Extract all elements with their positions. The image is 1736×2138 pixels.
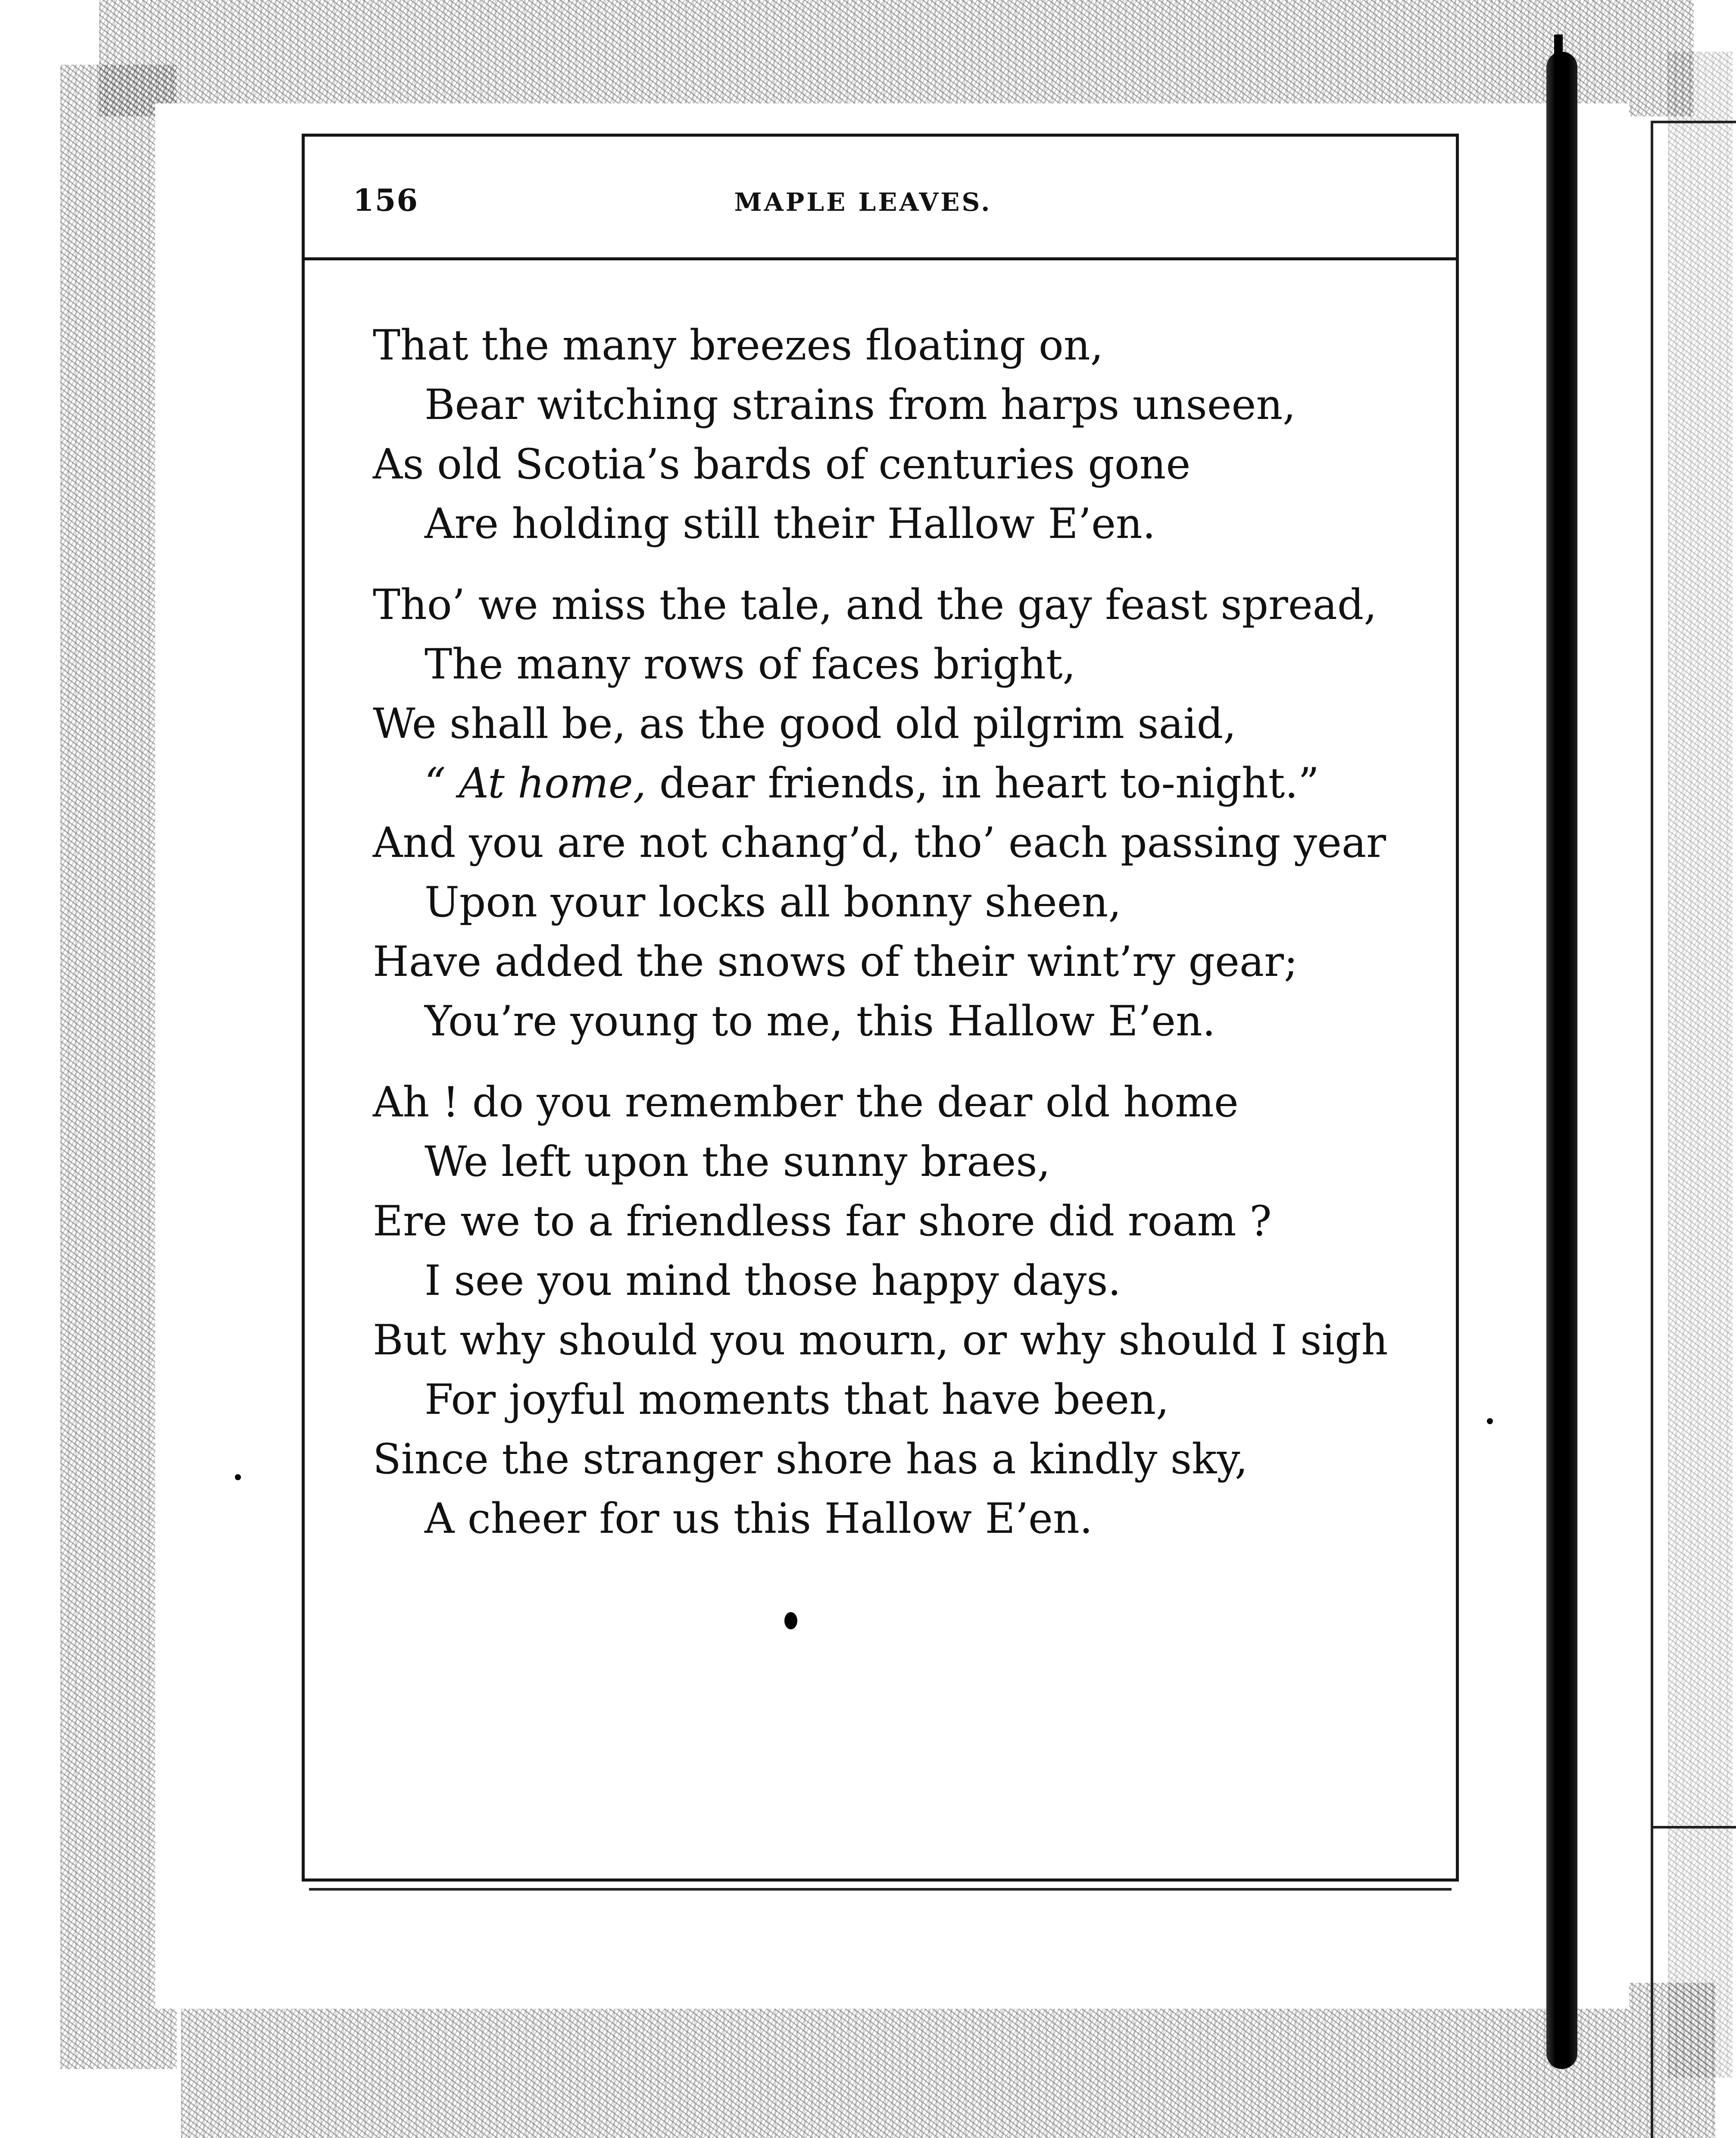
page-header <box>305 137 1456 260</box>
ink-speck <box>784 1612 797 1629</box>
page-number: 156 <box>353 182 419 218</box>
poem-line: Ere we to a friendless far shore did roam ? <box>373 1197 1272 1245</box>
poem-line: A cheer for us this Hallow E’en. <box>425 1494 1093 1543</box>
scan-noise-top <box>99 0 1694 116</box>
poem-line: Tho’ we miss the tale, and the gay feast spread, <box>373 581 1377 629</box>
poem-line: That the many breezes floating on, <box>373 321 1104 369</box>
stanza <box>373 575 1442 1051</box>
poem-line: Have added the snows of their wint’ry gear; <box>373 938 1298 986</box>
poem <box>373 316 1442 1570</box>
poem-line: For joyful moments that have been, <box>425 1375 1169 1424</box>
poem-line: And you are not chang’d, tho’ each passing year <box>373 819 1386 867</box>
poem-line: Are holding still their Hallow E’en. <box>425 500 1156 548</box>
poem-line-italic: “ At home, <box>425 759 646 807</box>
poem-line: We shall be, as the good old pilgrim said, <box>373 700 1236 748</box>
poem-line: Bear witching strains from harps unseen, <box>425 381 1296 429</box>
ink-speck <box>235 1474 241 1480</box>
facing-page-edge <box>1651 121 1736 2138</box>
poem-line: As old Scotia’s bards of centuries gone <box>373 440 1191 488</box>
book-gutter <box>1546 52 1577 2069</box>
poem-line-rest: dear friends, in heart to-night.” <box>646 759 1319 807</box>
running-head: MAPLE LEAVES. <box>734 188 992 217</box>
stanza <box>373 316 1442 553</box>
poem-line: But why should you mourn, or why should I sigh <box>373 1316 1388 1364</box>
poem-line: Ah ! do you remember the dear old home <box>373 1078 1239 1126</box>
ink-speck <box>1487 1418 1493 1424</box>
poem-line: You’re young to me, this Hallow E’en. <box>425 997 1216 1045</box>
poem-line: Upon your locks all bonny sheen, <box>425 878 1121 926</box>
poem-line: The many rows of faces bright, <box>425 640 1076 688</box>
poem-line <box>373 753 1442 813</box>
page-frame <box>302 134 1459 1882</box>
stanza <box>373 1072 1442 1548</box>
poem-line: Since the stranger shore has a kindly sky, <box>373 1435 1248 1483</box>
poem-line: We left upon the sunny braes, <box>425 1138 1051 1186</box>
poem-line: I see you mind those happy days. <box>425 1257 1121 1305</box>
